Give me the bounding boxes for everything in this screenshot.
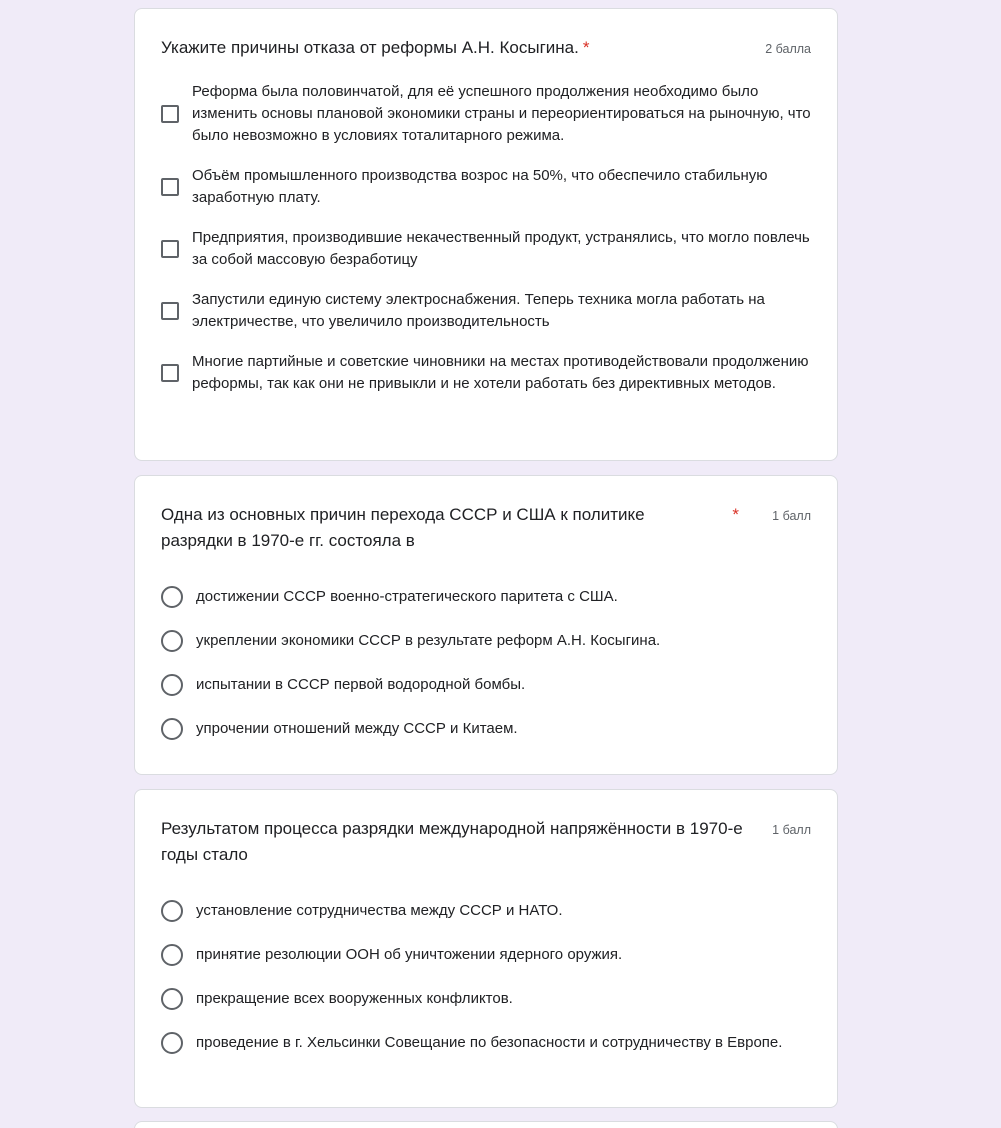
checkbox-icon[interactable] bbox=[161, 105, 179, 123]
checkbox-option[interactable] bbox=[161, 227, 811, 271]
checkbox-group bbox=[161, 81, 811, 395]
checkbox-icon[interactable] bbox=[161, 302, 179, 320]
option-label: Предприятия, производившие некачественный продукт, устранялись, что могло повлечь за собой массовую безработицу bbox=[192, 229, 810, 268]
option-label: испытании в СССР первой водородной бомбы. bbox=[196, 676, 526, 693]
radio-button-icon[interactable] bbox=[161, 630, 183, 652]
checkbox-option[interactable] bbox=[161, 289, 811, 333]
radio-option[interactable] bbox=[161, 630, 811, 652]
checkbox-icon[interactable] bbox=[161, 240, 179, 258]
question-card bbox=[134, 475, 838, 775]
option-label: Объём промышленного производства возрос на 50%, что обеспечило стабильную заработную плату. bbox=[192, 167, 768, 206]
option-label: прекращение всех вооруженных конфликтов. bbox=[196, 990, 513, 1007]
checkbox-option[interactable] bbox=[161, 81, 811, 147]
points-label: 1 балл bbox=[772, 509, 811, 523]
question-card-partial bbox=[134, 1121, 838, 1128]
question-card bbox=[134, 8, 838, 461]
required-asterisk: * bbox=[732, 505, 739, 524]
question-title: Укажите причины отказа от реформы А.Н. Косыгина. bbox=[161, 38, 579, 57]
option-label: Многие партийные и советские чиновники на местах противодействовали продолжению реформы, так как они не привыкли и не хотели работать без директивных методов. bbox=[192, 353, 809, 392]
radio-button-icon[interactable] bbox=[161, 988, 183, 1010]
points-label: 1 балл bbox=[772, 823, 811, 837]
question-title: Одна из основных причин перехода СССР и США к политике разрядки в 1970-е гг. состояла в bbox=[161, 505, 645, 550]
option-label: укреплении экономики СССР в результате реформ А.Н. Косыгина. bbox=[196, 632, 661, 649]
option-label: достижении СССР военно-стратегического паритета с США. bbox=[196, 588, 618, 605]
radio-option[interactable] bbox=[161, 718, 811, 740]
checkbox-option[interactable] bbox=[161, 351, 811, 395]
radio-option[interactable] bbox=[161, 674, 811, 696]
radio-button-icon[interactable] bbox=[161, 718, 183, 740]
radio-option[interactable] bbox=[161, 988, 811, 1010]
option-label: установление сотрудничества между СССР и НАТО. bbox=[196, 902, 563, 919]
radio-button-icon[interactable] bbox=[161, 674, 183, 696]
question-header bbox=[161, 816, 811, 868]
checkbox-option[interactable] bbox=[161, 165, 811, 209]
radio-group bbox=[161, 586, 811, 740]
question-header bbox=[161, 502, 811, 554]
required-asterisk: * bbox=[582, 38, 590, 57]
radio-option[interactable] bbox=[161, 586, 811, 608]
question-header bbox=[161, 35, 811, 61]
option-label: упрочении отношений между СССР и Китаем. bbox=[196, 720, 518, 737]
radio-option[interactable] bbox=[161, 900, 811, 922]
option-label: проведение в г. Хельсинки Совещание по безопасности и сотрудничеству в Европе. bbox=[196, 1034, 783, 1051]
option-label: Реформа была половинчатой, для её успешного продолжения необходимо было изменить основы плановой экономики страны и переориентироваться на рыночную, что было невозможно в условиях тоталитарного режима. bbox=[192, 83, 811, 144]
option-label: принятие резолюции ООН об уничтожении ядерного оружия. bbox=[196, 946, 623, 963]
checkbox-icon[interactable] bbox=[161, 178, 179, 196]
radio-group bbox=[161, 900, 811, 1054]
radio-option[interactable] bbox=[161, 944, 811, 966]
points-label: 2 балла bbox=[765, 42, 811, 56]
radio-button-icon[interactable] bbox=[161, 900, 183, 922]
radio-button-icon[interactable] bbox=[161, 586, 183, 608]
option-label: Запустили единую систему электроснабжения. Теперь техника могла работать на электричестве, что увеличило производительность bbox=[192, 291, 765, 330]
radio-option[interactable] bbox=[161, 1032, 811, 1054]
radio-button-icon[interactable] bbox=[161, 944, 183, 966]
radio-button-icon[interactable] bbox=[161, 1032, 183, 1054]
checkbox-icon[interactable] bbox=[161, 364, 179, 382]
question-title: Результатом процесса разрядки международной напряжённости в 1970-е годы стало bbox=[161, 819, 743, 864]
question-card bbox=[134, 789, 838, 1108]
